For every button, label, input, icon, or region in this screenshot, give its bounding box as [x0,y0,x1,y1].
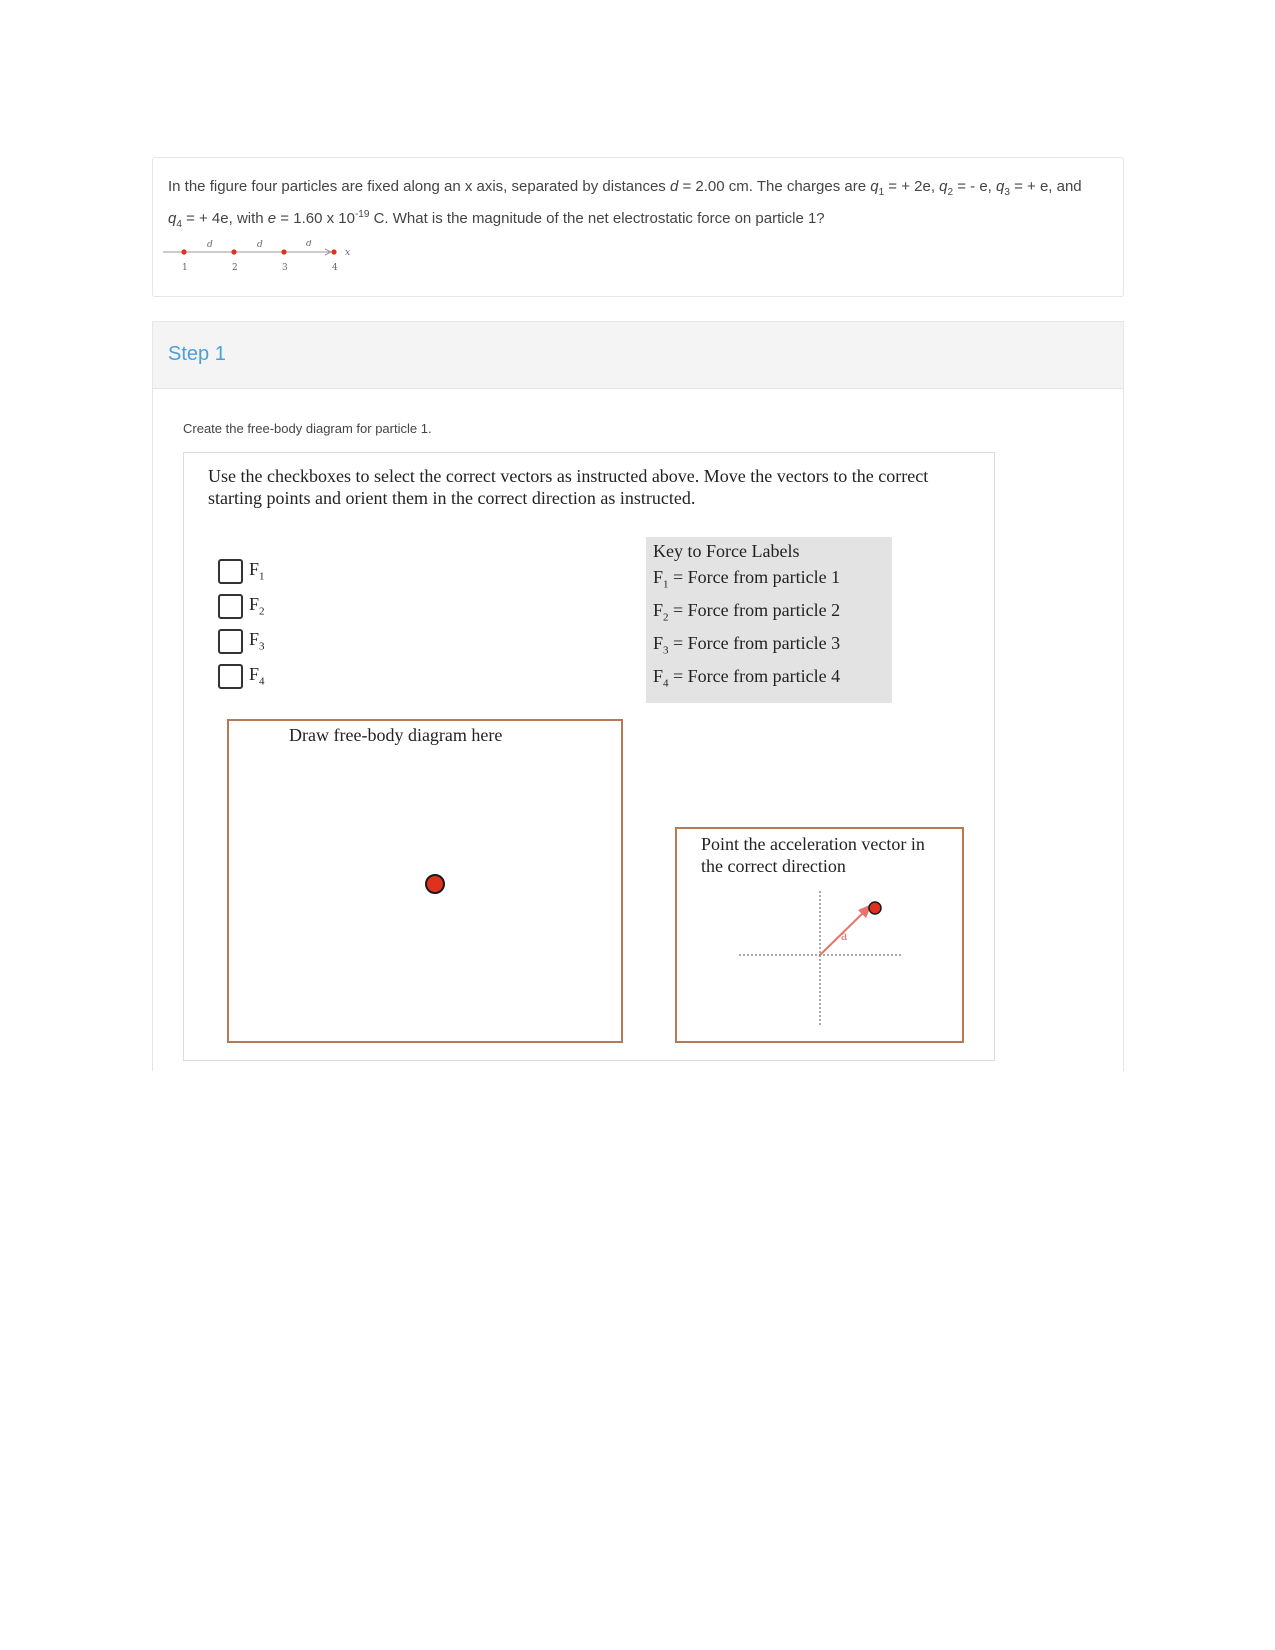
acceleration-panel[interactable] [675,827,964,1043]
particle-dot [425,874,445,894]
particle-4 [331,249,336,254]
checkbox-f1-label: $F_1$ [249,559,265,583]
fbd-title: Draw free-body diagram here [289,725,503,745]
fbd-widget [183,452,995,1061]
checkbox-f2[interactable] [218,594,243,619]
checkbox-f3-row[interactable] [218,626,265,656]
question-card [152,157,1124,297]
d-label: d [257,240,263,250]
d-label: d [306,240,312,249]
force-key-panel [646,537,892,703]
step-header [153,322,1123,389]
particle-3 [281,249,286,254]
checkbox-f4-row[interactable] [218,661,265,691]
key-item: $F_4$ = Force from particle 4 [653,665,841,690]
checkbox-f2-label: $F_2$ [249,594,265,618]
checkbox-f1[interactable] [218,559,243,584]
checkbox-f3-label: $F_3$ [249,629,265,653]
checkbox-f4[interactable] [218,664,243,689]
acceleration-label: a [841,929,848,944]
particle-2 [231,249,236,254]
key-title: Key to Force Labels [653,541,800,561]
checkbox-f3[interactable] [218,629,243,654]
particle-label: 3 [282,263,288,273]
checkbox-f2-row[interactable] [218,591,265,621]
key-item: $F_1$ = Force from particle 1 [653,566,841,591]
acceleration-handle [869,902,881,914]
key-item: $F_2$ = Force from particle 2 [653,599,841,624]
checkbox-f1-row[interactable] [218,556,265,586]
fbd-canvas[interactable] [227,719,623,1043]
checkbox-f4-label: $F_4$ [249,664,265,688]
widget-instruction: Use the checkboxes to select the correct vectors as instructed above. Move the vectors to the correct starting points and orient them in the correct direction as instructed. [208,466,929,508]
particle-1 [181,249,186,254]
step-title[interactable]: Step 1 [168,343,226,365]
key-item: $F_3$ = Force from particle 3 [653,632,841,657]
particle-label: 4 [332,263,338,273]
axis-label: x [345,248,351,258]
acceleration-title: Point the acceleration vector in the correct direction [701,834,925,876]
d-label: d [207,240,213,250]
particle-label: 1 [182,263,188,273]
step-instruction: Create the free-body diagram for particle 1. [183,421,432,436]
particle-label: 2 [232,263,238,273]
particles-figure [161,240,361,280]
question-text: In the figure four particles are fixed along an x axis, separated by distances d = 2.00 cm. The charges are $q_1$ = + 2e, $q_2$ = - e, $q_3$ = + e, and $q_4$ = + 4e, with e = 1.60 x $10^{-19}$ C. What is the magnitude of the net electrostatic force on particle 1? [168,178,1082,230]
